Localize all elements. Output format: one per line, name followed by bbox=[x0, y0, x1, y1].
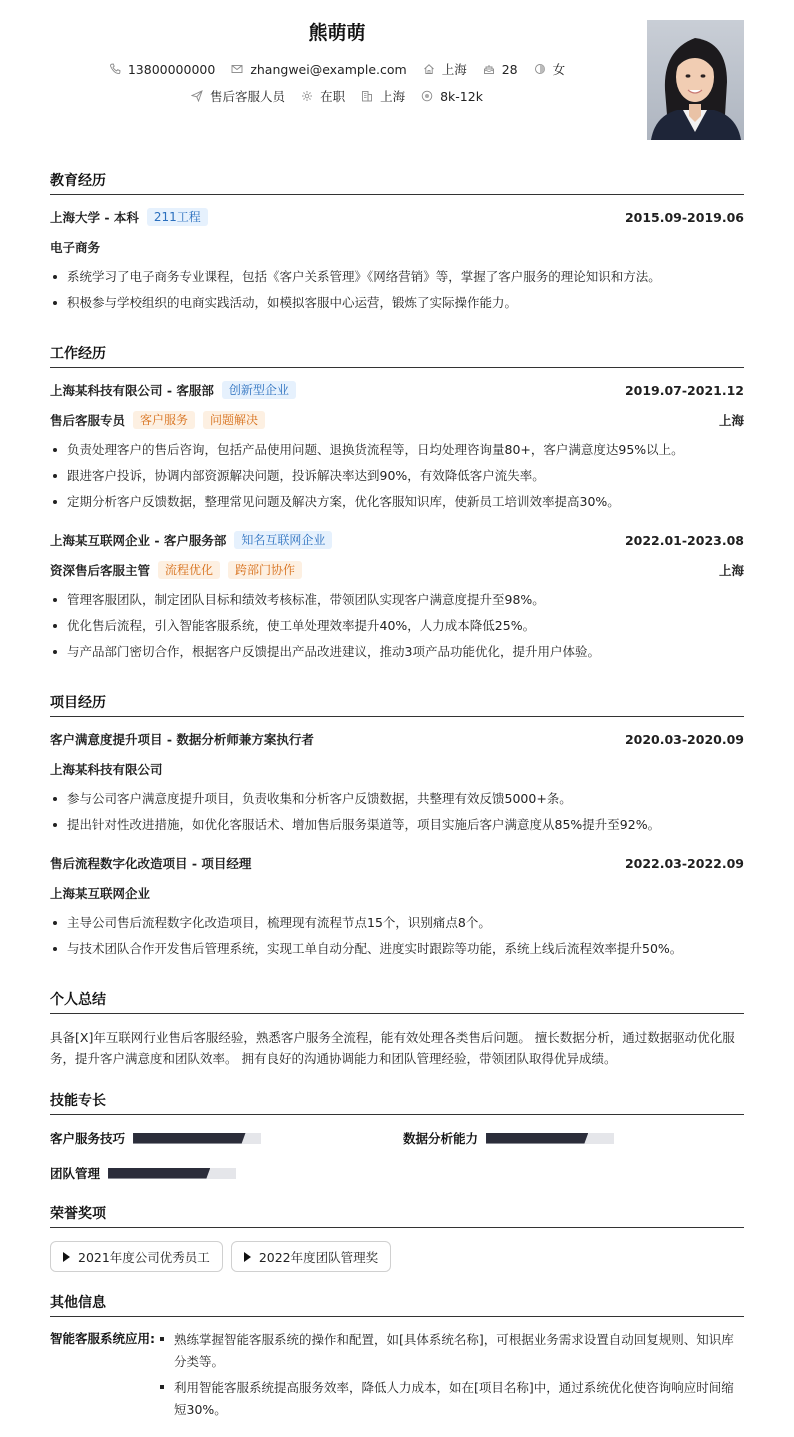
send-icon bbox=[191, 90, 203, 102]
work-period: 2022.01-2023.08 bbox=[624, 532, 744, 548]
skill-item bbox=[403, 1129, 614, 1147]
gender-icon bbox=[534, 63, 546, 75]
job-title-item bbox=[191, 87, 285, 105]
skill-bar-fill bbox=[133, 1133, 246, 1144]
project-period: 2020.03-2020.09 bbox=[624, 731, 744, 747]
list-item: 熟练掌握智能客服系统的操作和配置，如[具体系统名称]，可根据业务需求设置自动回复规则、知识库分类等。 bbox=[158, 1329, 744, 1373]
skill-name: 客户服务技巧 bbox=[50, 1131, 126, 1146]
other-label: 智能客服系统应用: bbox=[50, 1331, 155, 1346]
role-tag: 跨部门协作 bbox=[228, 561, 302, 579]
list-item: 积极参与学校组织的电商实践活动，如模拟客服中心运营，锻炼了实际操作能力。 bbox=[50, 294, 744, 320]
age-item bbox=[483, 62, 518, 77]
profile-photo bbox=[647, 20, 744, 140]
money-icon bbox=[421, 90, 433, 102]
project-bullets bbox=[50, 790, 744, 842]
salary-item bbox=[421, 89, 483, 104]
project-header-row bbox=[50, 854, 744, 872]
role-name: 售后客服专员 bbox=[50, 413, 126, 428]
section-work-title: 工作经历 bbox=[50, 343, 744, 368]
job-row bbox=[0, 87, 674, 105]
other-list bbox=[158, 1329, 744, 1425]
section-summary-title: 个人总结 bbox=[50, 989, 744, 1014]
company-name: 上海某互联网企业 - 客户服务部 bbox=[50, 533, 227, 548]
project-company: 上海某科技有限公司 bbox=[50, 762, 163, 777]
phone-text: 13800000000 bbox=[127, 61, 216, 77]
school-name: 上海大学 - 本科 bbox=[50, 210, 139, 225]
project-header-row bbox=[50, 730, 744, 748]
education-period: 2015.09-2019.06 bbox=[624, 209, 744, 225]
award-label: 2021年度公司优秀员工 bbox=[78, 1249, 210, 1265]
project-period: 2022.03-2022.09 bbox=[624, 855, 744, 871]
building-icon bbox=[361, 90, 373, 102]
skill-bar bbox=[486, 1133, 614, 1144]
play-icon bbox=[63, 1252, 70, 1262]
project-company: 上海某互联网企业 bbox=[50, 886, 151, 901]
list-item: 负责处理客户的售后咨询，包括产品使用问题、退换货流程等，日均处理咨询量80+，客户满意度达95%以上。 bbox=[50, 441, 744, 467]
resume-header bbox=[0, 0, 794, 150]
phone-item bbox=[109, 62, 215, 77]
play-icon bbox=[244, 1252, 251, 1262]
work-city-text: 上海 bbox=[380, 89, 406, 104]
awards-list bbox=[50, 1241, 399, 1272]
list-item: 系统学习了电子商务专业课程，包括《客户关系管理》《网络营销》等，掌握了客户服务的理论知识和方法。 bbox=[50, 268, 744, 294]
gender-item bbox=[534, 60, 566, 78]
list-item: 跟进客户投诉，协调内部资源解决问题，投诉解决率达到90%，有效降低客户流失率。 bbox=[50, 467, 744, 493]
candidate-name: 熊萌萌 bbox=[308, 22, 366, 44]
gender-text: 女 bbox=[552, 62, 566, 77]
list-item: 管理客服团队，制定团队目标和绩效考核标准，带领团队实现客户满意度提升至98%。 bbox=[50, 591, 744, 617]
email-text: zhangwei@example.com bbox=[250, 61, 407, 77]
list-item: 利用智能客服系统提高服务效率，降低人力成本，如在[项目名称]中，通过系统优化使咨询响应时间缩短30%。 bbox=[158, 1377, 744, 1421]
section-projects-title: 项目经历 bbox=[50, 692, 744, 717]
skill-name: 数据分析能力 bbox=[403, 1131, 479, 1146]
project-company-row bbox=[50, 884, 744, 902]
list-item: 优化售后流程，引入智能客服系统，使工单处理效率提升40%，人力成本降低25%。 bbox=[50, 617, 744, 643]
work-role-row bbox=[50, 411, 744, 429]
section-awards-title: 荣誉奖项 bbox=[50, 1203, 744, 1228]
work-city: 上海 bbox=[718, 413, 744, 428]
age-text: 28 bbox=[501, 61, 518, 77]
skill-bar bbox=[133, 1133, 261, 1144]
gear-icon bbox=[301, 90, 313, 102]
education-header-row bbox=[50, 208, 744, 226]
mail-icon bbox=[231, 63, 243, 75]
major-row bbox=[50, 238, 744, 256]
role-tag: 流程优化 bbox=[158, 561, 220, 579]
award-item[interactable] bbox=[231, 1241, 391, 1272]
company-tag: 创新型企业 bbox=[222, 381, 296, 399]
status-text: 在职 bbox=[320, 89, 346, 104]
location-item bbox=[423, 60, 467, 78]
section-other-title: 其他信息 bbox=[50, 1292, 744, 1317]
work-city-item bbox=[361, 87, 405, 105]
home-icon bbox=[423, 63, 435, 75]
role-name: 资深售后客服主管 bbox=[50, 563, 151, 578]
work-city: 上海 bbox=[718, 563, 744, 578]
list-item: 与产品部门密切合作，根据客户反馈提出产品改进建议，推动3项产品功能优化，提升用户体验。 bbox=[50, 643, 744, 669]
work-header-row bbox=[50, 531, 744, 549]
work-bullets bbox=[50, 591, 744, 669]
skill-item bbox=[50, 1164, 236, 1182]
list-item: 与技术团队合作开发售后管理系统，实现工单自动分配、进度实时跟踪等功能，系统上线后流程效率提升50%。 bbox=[50, 940, 744, 966]
job-title-text: 售后客服人员 bbox=[210, 89, 286, 104]
project-title: 客户满意度提升项目 - 数据分析师兼方案执行者 bbox=[50, 732, 314, 747]
location-text: 上海 bbox=[441, 62, 467, 77]
list-item: 定期分析客户反馈数据，整理常见问题及解决方案，优化客服知识库，使新员工培训效率提高30%。 bbox=[50, 493, 744, 519]
company-name: 上海某科技有限公司 - 客服部 bbox=[50, 383, 214, 398]
age-icon bbox=[483, 63, 495, 75]
role-tag: 客户服务 bbox=[133, 411, 195, 429]
project-title: 售后流程数字化改造项目 - 项目经理 bbox=[50, 856, 252, 871]
school-tag: 211工程 bbox=[147, 208, 208, 226]
role-tag: 问题解决 bbox=[203, 411, 265, 429]
salary-text: 8k-12k bbox=[440, 88, 483, 104]
list-item: 参与公司客户满意度提升项目，负责收集和分析客户反馈数据，共整理有效反馈5000+条。 bbox=[50, 790, 744, 816]
skill-bar-fill bbox=[486, 1133, 588, 1144]
skill-item bbox=[50, 1129, 261, 1147]
list-item: 主导公司售后流程数字化改造项目，梳理现有流程节点15个，识别痛点8个。 bbox=[50, 914, 744, 940]
work-header-row bbox=[50, 381, 744, 399]
list-item: 提出针对性改进措施，如优化客服话术、增加售后服务渠道等，项目实施后客户满意度从85%提升至92%。 bbox=[50, 816, 744, 842]
section-education-title: 教育经历 bbox=[50, 170, 744, 195]
project-company-row bbox=[50, 760, 744, 778]
section-skills-title: 技能专长 bbox=[50, 1090, 744, 1115]
phone-icon bbox=[109, 63, 121, 75]
status-item bbox=[301, 87, 345, 105]
award-item[interactable] bbox=[50, 1241, 223, 1272]
summary-text: 具备[X]年互联网行业售后客服经验，熟悉客户服务全流程，能有效处理各类售后问题。 擅长数据分析，通过数据驱动优化服务，提升客户满意度和团队效率。 拥有良好的沟通协调能力和团队管理经验，带领团队取得优异成绩。 bbox=[50, 1030, 735, 1066]
work-role-row bbox=[50, 561, 744, 579]
work-period: 2019.07-2021.12 bbox=[624, 382, 744, 398]
skill-bar-fill bbox=[108, 1168, 210, 1179]
contact-row bbox=[0, 60, 674, 78]
work-bullets bbox=[50, 441, 744, 519]
skill-bar bbox=[108, 1168, 236, 1179]
email-item bbox=[231, 62, 406, 77]
company-tag: 知名互联网企业 bbox=[234, 531, 332, 549]
major-name: 电子商务 bbox=[50, 240, 101, 255]
skill-name: 团队管理 bbox=[50, 1166, 101, 1181]
education-bullets bbox=[50, 268, 744, 320]
award-label: 2022年度团队管理奖 bbox=[258, 1249, 379, 1265]
project-bullets bbox=[50, 914, 744, 966]
